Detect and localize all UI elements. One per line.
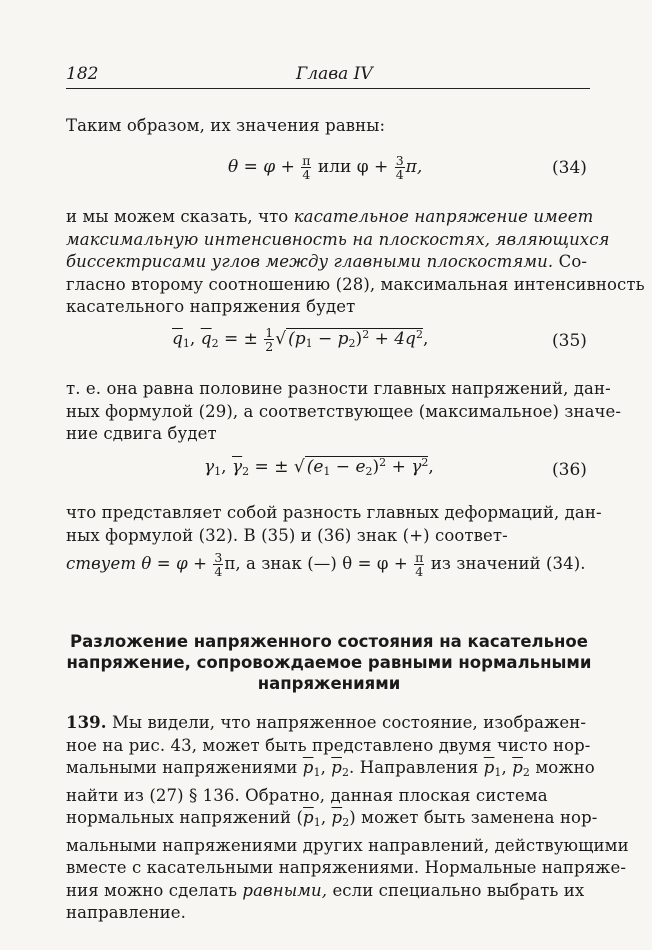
paragraph-shear-max: и мы можем сказать, что касательное напряжение имеет максимальную интенсивность на плоскостях, являющихся биссектрисами углов между главными плоскостями. Со- гласно второму соотношению (28), максимальная интенсивность касательного напряжения будет	[66, 207, 645, 316]
equation-35: $\overline{q}_1$, $\overline{q}_2$ = ± $\frac{1}{2}$ √ $(p_1 - p_2)^2 + 4q^2$,	[172, 325, 429, 354]
page-header	[66, 62, 590, 89]
paragraph-half-difference: т. е. она равна половине разности главных напряжений, дан- ных формулой (29), а соответствующее (максимальное) значе- ние сдвига будет	[66, 379, 622, 443]
paragraph-139: 139. Мы видели, что напряженное состояние, изображен- ное на рис. 43, может быть представлено двумя чисто нор- мальными напряжениями $\overline{p}_1$, $\overline{p}_2$. Направления $\overline{p}_1$, $\overline{p}_2$ можно найти из (27) § 136. Обратно, данная плоская система нормальных напряжений ($\overline{p}_1$, $\overline{p}_2$) может быть заменена нор- мальными напряжениями других направлений, действующими вместе с касательными напряжениями. Нормальные напряже- ния можно сделать равными, если специально выбрать их направление.	[66, 713, 629, 922]
page-number: 182	[66, 64, 99, 84]
article-number: 139.	[66, 713, 107, 732]
paragraph-deformations: что представляет собой разность главных деформаций, дан- ных формулой (32). В (35) и (36) знак (+) соответ- ствует θ = φ + $\frac{3}{4}$ π, а знак (—) θ = φ + $\frac{\pi}{4}$ из значений (34).	[66, 503, 602, 579]
equation-number-36: (36)	[552, 460, 587, 480]
equation-36: $\gamma_1$, $\overline{\gamma}_2$ = ± √ $(e_1 - e_2)^2 + \gamma^2$,	[204, 456, 434, 478]
section-heading: Разложение напряженного состояния на касательное напряжение, сопровождаемое равными нормальными напряжениями	[66, 632, 592, 693]
chapter-title: Глава IV	[296, 64, 373, 84]
equation-34: θ = φ + $\frac{\pi}{4}$ или φ + $\frac{3}{4}$ π,	[228, 153, 423, 182]
equation-number-34: (34)	[552, 158, 587, 178]
equation-number-35: (35)	[552, 331, 587, 351]
paragraph-intro: Таким образом, их значения равны:	[66, 116, 386, 135]
